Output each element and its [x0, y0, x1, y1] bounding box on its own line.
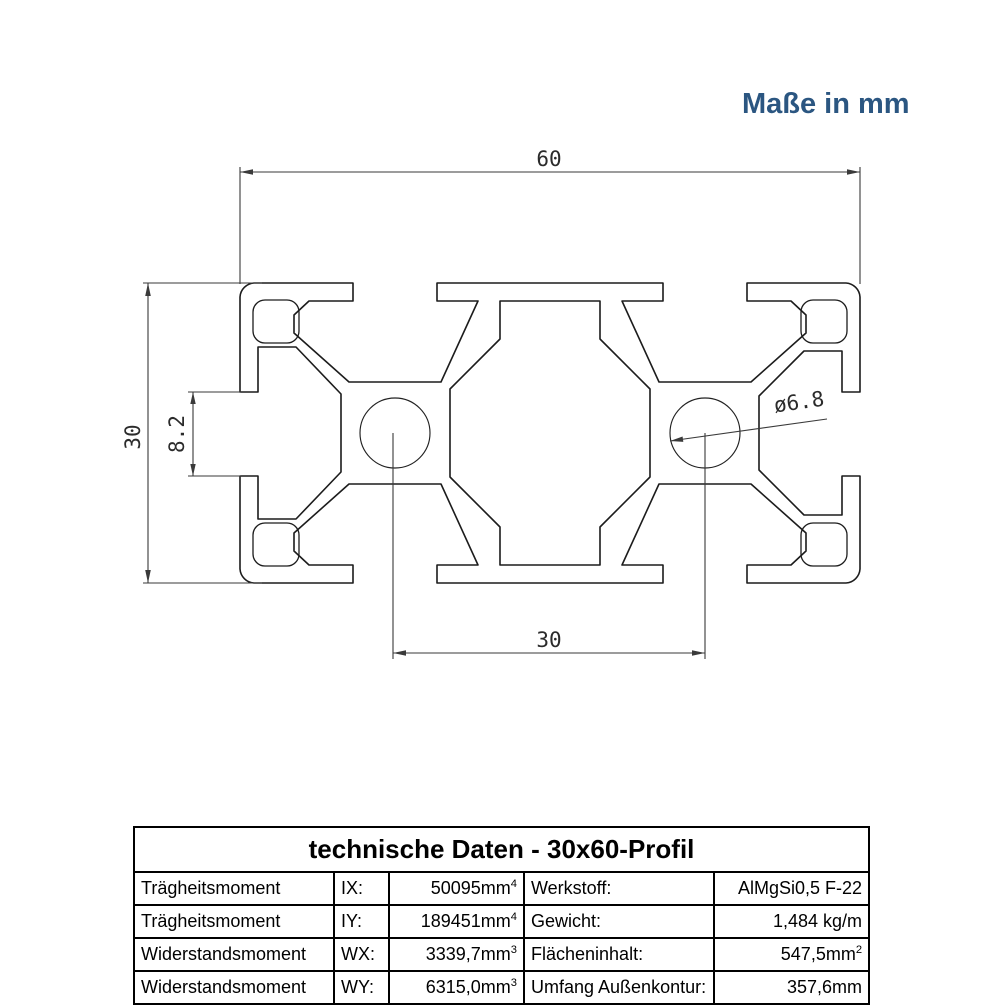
- units-note: Maße in mm: [742, 88, 910, 120]
- dim-label-30-pitch: 30: [536, 628, 562, 652]
- table-row: [134, 971, 869, 1004]
- table-row: [134, 872, 869, 905]
- screw-channel-top-right: [801, 300, 847, 343]
- table-row: [134, 905, 869, 938]
- screw-channel-bottom-right: [801, 523, 847, 566]
- property-value: $547,5mm^2$: [714, 938, 869, 971]
- table-title-row: [134, 827, 869, 872]
- property-label: Trägheitsmoment: [134, 872, 334, 905]
- dim-overall-height: [121, 283, 262, 583]
- property-value: AlMgSi0,5 F-22: [714, 872, 869, 905]
- core-hole-left: [360, 398, 430, 468]
- symbol-label: IY:: [334, 905, 389, 938]
- property-value: $6315,0mm^3$: [389, 971, 524, 1004]
- symbol-label: IX:: [334, 872, 389, 905]
- dim-slot-pitch: [393, 433, 705, 659]
- dim-overall-width: [240, 147, 860, 284]
- property-value: $189451mm^4$: [389, 905, 524, 938]
- property-label: Gewicht:: [524, 905, 714, 938]
- dim-label-8-2: 8.2: [165, 415, 189, 453]
- dim-label-60: 60: [536, 147, 562, 171]
- property-label: Flächeninhalt:: [524, 938, 714, 971]
- dim-label-hole: ø6.8: [772, 386, 826, 418]
- property-label: Werkstoff:: [524, 872, 714, 905]
- center-cavity: [450, 301, 650, 565]
- property-value: $3339,7mm^3$: [389, 938, 524, 971]
- table-title: technische Daten - 30x60-Profil: [134, 827, 869, 872]
- table-row: [134, 938, 869, 971]
- dim-label-30-height: 30: [121, 424, 145, 450]
- property-value: 357,6mm: [714, 971, 869, 1004]
- property-label: Widerstandsmoment: [134, 938, 334, 971]
- profile-outline: [240, 283, 860, 583]
- symbol-label: WY:: [334, 971, 389, 1004]
- dim-slot-opening: [165, 392, 241, 476]
- screw-channel-bottom-left: [253, 523, 299, 566]
- dim-core-hole: [670, 387, 827, 442]
- property-label: Widerstandsmoment: [134, 971, 334, 1004]
- property-value: 1,484 kg/m: [714, 905, 869, 938]
- property-label: Trägheitsmoment: [134, 905, 334, 938]
- screw-channel-top-left: [253, 300, 299, 343]
- property-value: $50095mm^4$: [389, 872, 524, 905]
- technical-data-table: [133, 826, 870, 1005]
- symbol-label: WX:: [334, 938, 389, 971]
- property-label: Umfang Außenkontur:: [524, 971, 714, 1004]
